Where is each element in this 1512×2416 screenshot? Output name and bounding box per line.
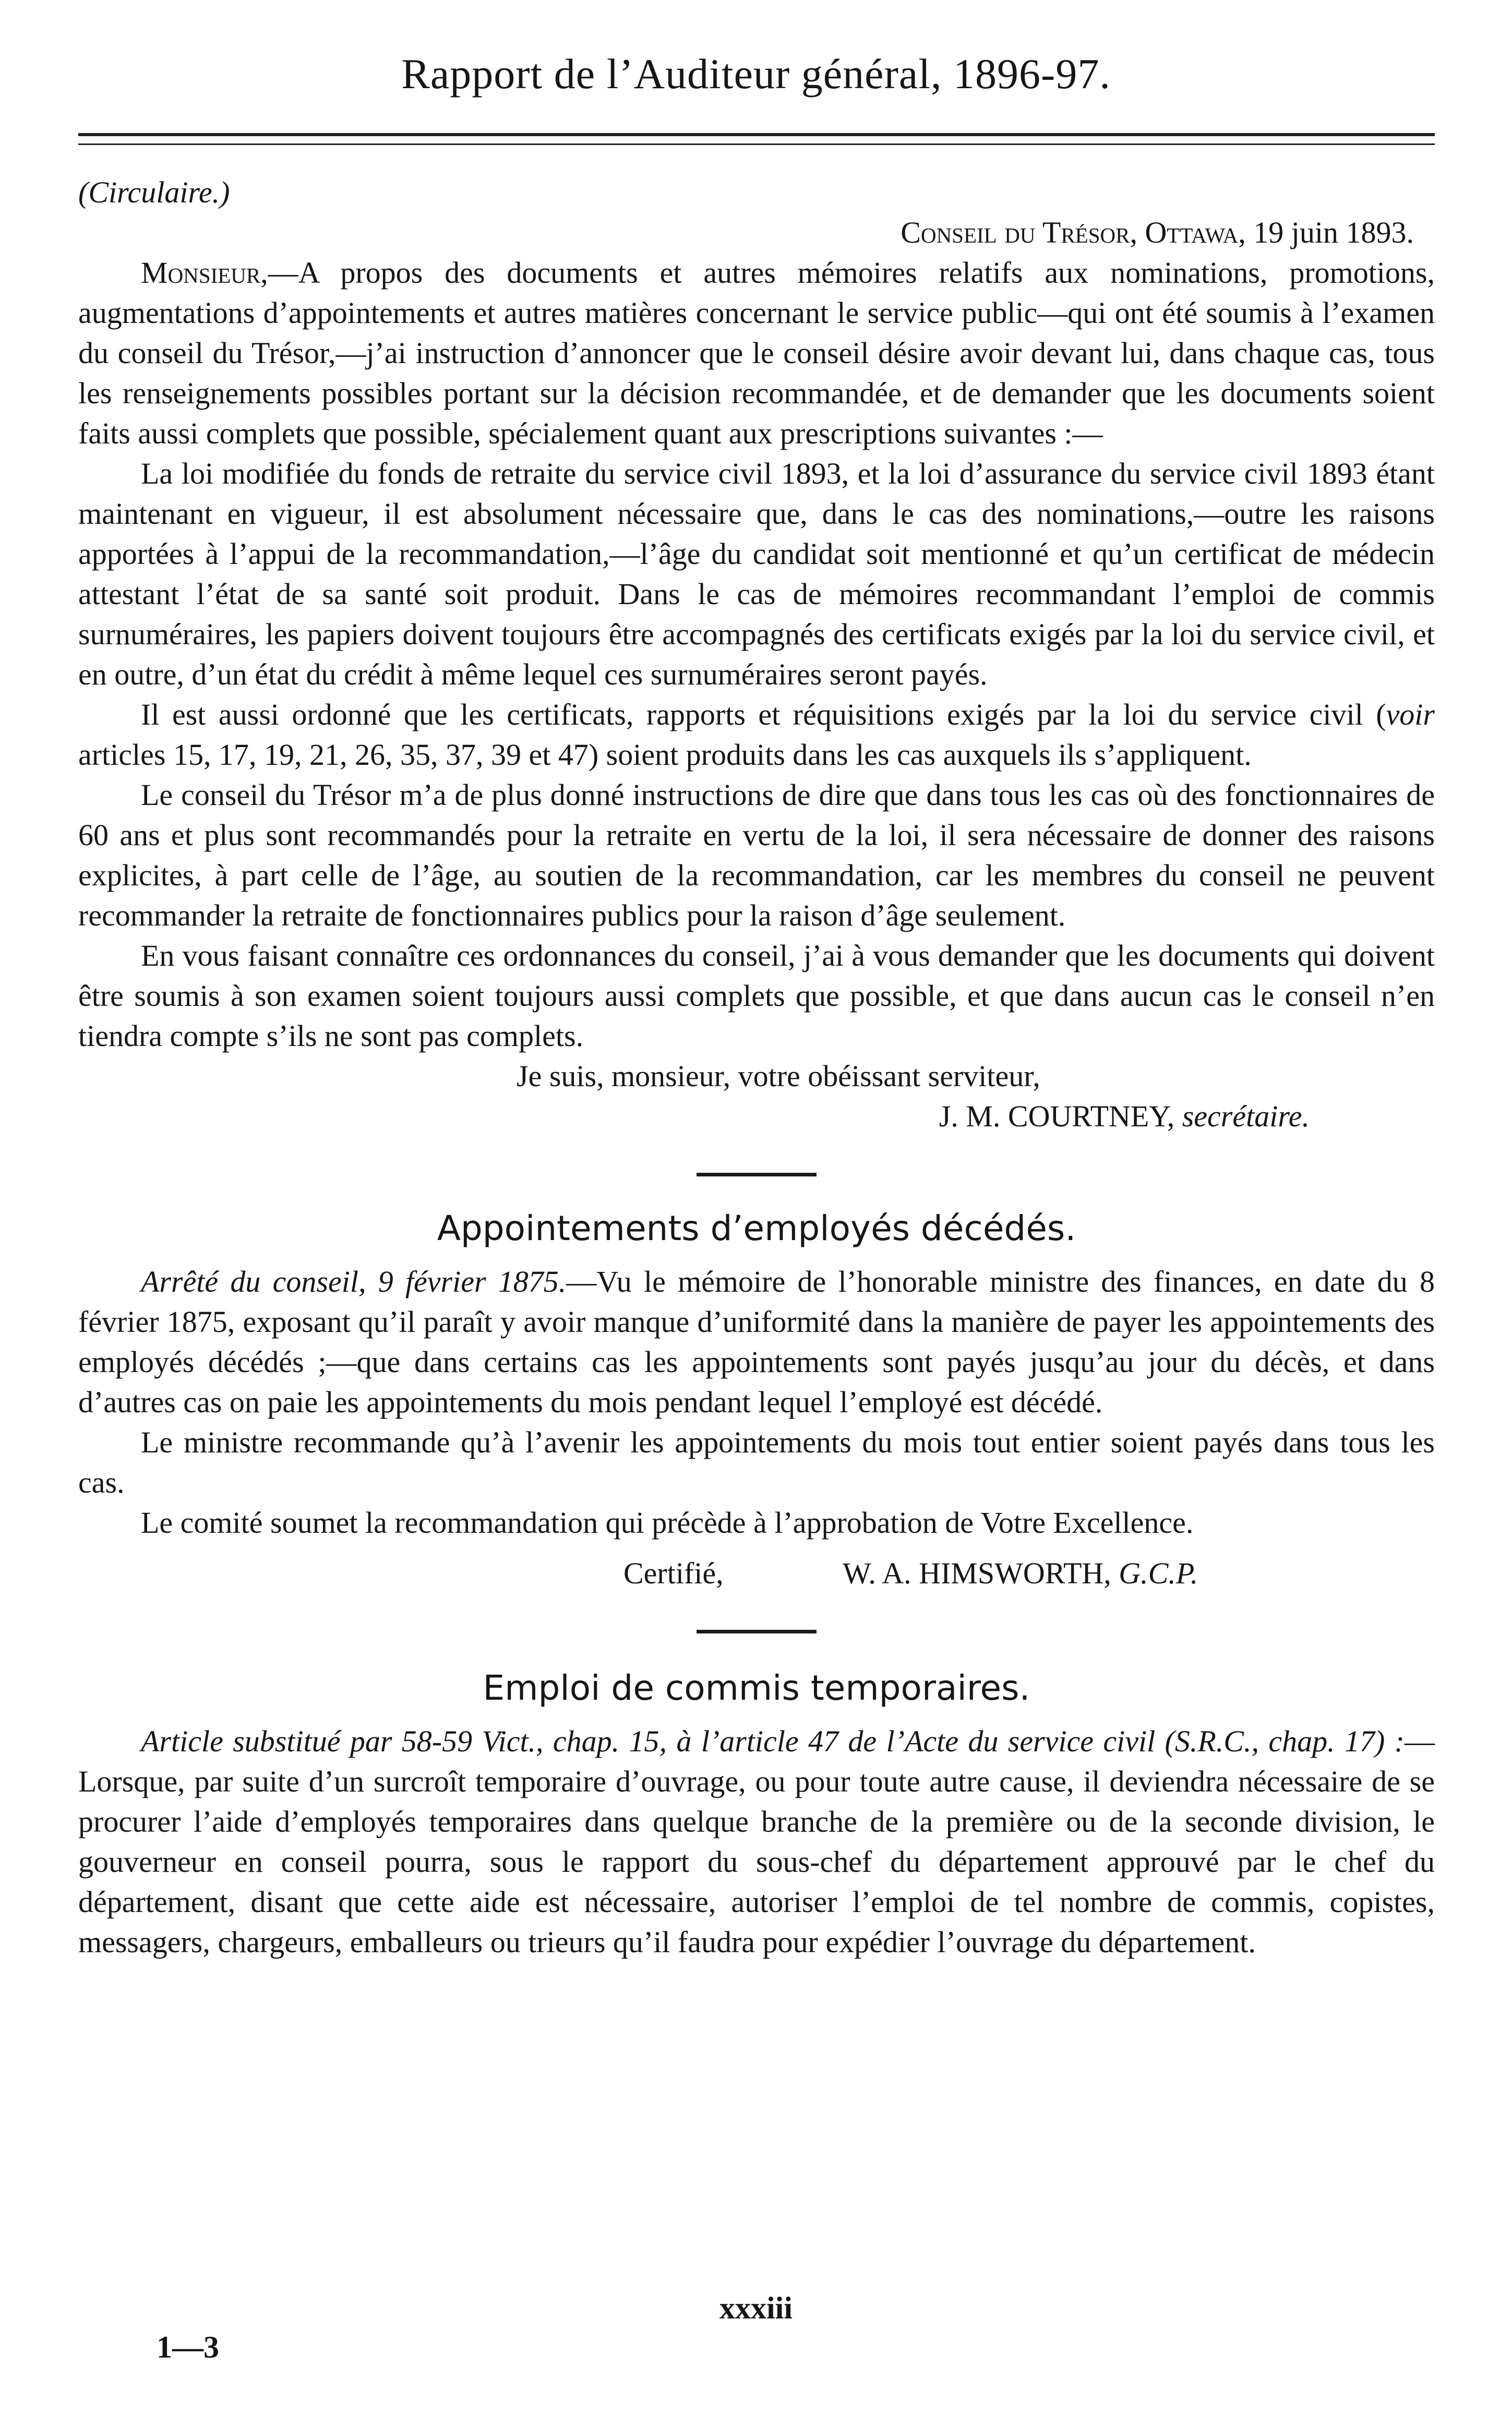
header-rule-thin: [78, 143, 1435, 145]
circular-signer-title: secrétaire.: [1182, 1099, 1310, 1133]
section3-heading: Emploi de commis temporaires.: [483, 1668, 1030, 1708]
section2-certification: [78, 1553, 1435, 1593]
circular-p3-b: articles 15, 17, 19, 21, 26, 35, 37, 39 et 47) soient produits dans les cas auxquels ils s’appliquent.: [78, 738, 1252, 772]
circular-paragraph-4: Le conseil du Trésor m’a de plus donné instructions de dire que dans tous les cas où des fonctionnaires de 60 ans et plus sont recommandés pour la retraite en vertu de la loi, il sera nécessaire de donner des raisons explicites, à part celle de l’âge, au soutien de la recommandation, car les membres du conseil ne peuvent recommander la retraite de fonctionnaires publics pour la raison d’âge seulement.: [78, 778, 1435, 932]
circular-paragraph-3: [78, 694, 1435, 775]
circular-signature: [78, 1096, 1435, 1136]
dateline-date: 19 juin 1893.: [1253, 215, 1414, 249]
page-header: Rapport de l’Auditeur général, 1896-97.: [401, 50, 1111, 98]
certified-label: Certifié,: [623, 1556, 724, 1590]
section2-p1-text: —Vu le mémoire de l’honorable ministre des finances, en date du 8 février 1875, exposant qu’il paraît y avoir manque d’uniformité dans la manière de payer les appointements des employés décédés ;—que dans certains cas les appointements sont payés jusqu’au jour du décès, et dans d’autres cas on paie les appointements du mois pendant lequel l’employé est décédé.: [78, 1265, 1435, 1419]
circular-p3-a: Il est aussi ordonné que les certificats, rapports et réquisitions exigés par la loi du service civil (: [141, 698, 1386, 731]
circular-label: (Circulaire.): [78, 175, 230, 209]
section2-heading: Appointements d’employés décédés.: [437, 1208, 1076, 1248]
section3-intro: Article substitué par 58-59 Vict., chap. 15, à l’article 47 de l’Acte du service civil (S.R.C., chap. 17) :: [141, 1724, 1405, 1758]
circular-paragraph-5: En vous faisant connaître ces ordonnances du conseil, j’ai à vous demander que les documents qui doivent être soumis à son examen soient toujours aussi complets que possible, et que dans aucun cas le conseil n’en tiendra compte s’ils ne sont pas complets.: [78, 939, 1435, 1053]
circular-dateline: [78, 212, 1435, 253]
section-separator-1: [697, 1173, 817, 1176]
section2-signer-title: G.C.P.: [1119, 1556, 1198, 1590]
circular-paragraph-1: [78, 253, 1435, 453]
section3-p1-text: —Lorsque, par suite d’un surcroît temporaire d’ouvrage, ou pour toute autre cause, il deviendra nécessaire de se procurer l’aide d’employés temporaires dans quelque branche de la première ou de la seconde division, le gouverneur en conseil pourra, sous le rapport du sous-chef du département approuvé par le chef du département, disant que cette aide est nécessaire, autoriser l’emploi de tel nombre de commis, copistes, messagers, chargeurs, emballeurs ou trieurs qu’il faudra pour expédier l’ouvrage du département.: [78, 1724, 1435, 1959]
circular-p1-text: —A propos des documents et autres mémoires relatifs aux nominations, promotions, augmentations d’appointements et autres matières concernant le service public—qui ont été soumis à l’examen du conseil du Trésor,—j’ai instruction d’annoncer que le conseil désire avoir devant lui, dans chaque cas, tous les renseignements possibles portant sur la décision recommandée, et de demander que les documents soient faits aussi complets que possible, spécialement quant aux prescriptions suivantes :—: [78, 256, 1435, 450]
section2-signer: W. A. HIMSWORTH,: [843, 1556, 1111, 1590]
section2-paragraph-3: Le comité soumet la recommandation qui précède à l’approbation de Votre Excellence.: [141, 1506, 1194, 1540]
circular-paragraph-2: La loi modifiée du fonds de retraite du service civil 1893, et la loi d’assurance du service civil 1893 étant maintenant en vigueur, il est absolument nécessaire que, dans le cas des nominations,—outre les raisons apportées à l’appui de la recommandation,—l’âge du candidat soit mentionné et qu’un certificat de médecin attestant l’état de sa santé soit produit. Dans le cas de mémoires recommandant l’emploi de commis surnuméraires, les papiers doivent toujours être accompagnés des certificats exigés par la loi du service civil, et en outre, d’un état du crédit à même lequel ces surnuméraires seront payés.: [78, 456, 1435, 691]
section2-paragraph-1: [78, 1261, 1435, 1422]
salutation: Monsieur,: [141, 256, 268, 290]
main-content: [78, 172, 1435, 1962]
signature-mark: 1—3: [157, 2330, 219, 2364]
circular-signer: J. M. COURTNEY,: [939, 1099, 1175, 1133]
circular-closing: Je suis, monsieur, votre obéissant serviteur,: [517, 1059, 1040, 1093]
header-rule-thick: [78, 133, 1435, 136]
circular-p3-voir: voir: [1386, 698, 1435, 731]
section2-paragraph-2: Le ministre recommande qu’à l’avenir les appointements du mois tout entier soient payés dans tous les cas.: [78, 1425, 1435, 1499]
section3-paragraph-1: [78, 1721, 1435, 1962]
dateline-place: Conseil du Trésor, Ottawa,: [901, 215, 1246, 249]
page-number: xxxiii: [719, 2291, 793, 2325]
section2-intro: Arrêté du conseil, 9 février 1875.: [141, 1265, 567, 1299]
section-separator-2: [697, 1630, 817, 1633]
